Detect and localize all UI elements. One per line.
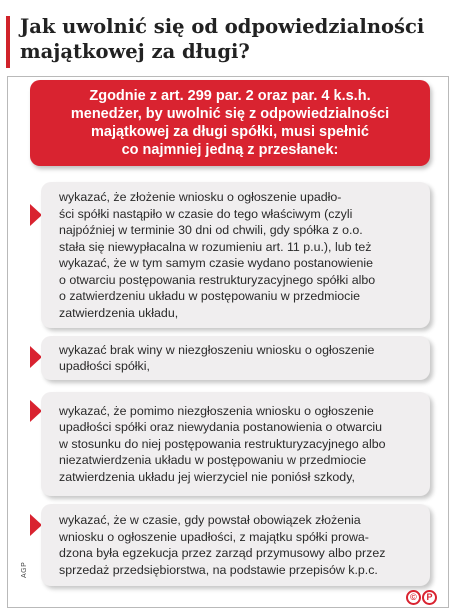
title-accent-bar — [6, 16, 10, 68]
condition-card-3 — [41, 392, 430, 496]
p-icon: P — [422, 590, 437, 605]
header-band — [30, 80, 430, 166]
condition-card-4 — [41, 504, 430, 586]
title-text: Jak uwolnić się od odpowiedzialności majątkowej za długi? — [20, 15, 425, 63]
copyright-icon: © — [406, 590, 421, 605]
infographic-title — [20, 14, 440, 64]
publisher-logo — [406, 590, 437, 605]
condition-card-2 — [41, 336, 430, 380]
condition-text-3: wykazać, że pomimo niezgłoszenia wniosku o ogłoszenie upadłości spółki oraz niewydania postanowienia o otwarciu w stosunku do niej postępowania restrukturyzacyjnego albo niezatwierdzenia układu w postępowaniu w przedmiocie zatwierdzenia układu jej wierzyciel nie poniósł szkody, — [59, 403, 386, 484]
condition-text-1: wykazać, że złożenie wniosku o ogłoszenie upadło- ści spółki nastąpiło w czasie do tego właściwym (czyli najpóźniej w terminie 30 dni od chwili, gdy spółka z o.o. stała się niewypłacalna w rozumieniu art. 11 p.u.), lub też wykazać, że w tym samym czasie wydano postanowienie o otwarciu postępowania restrukturyzacyjnego spółki albo o zatwierdzeniu układu w postępowaniu w przedmiocie zatwierdzenia układu, — [59, 190, 376, 320]
source-label: AGP — [21, 561, 28, 578]
condition-text-4: wykazać, że w czasie, gdy powstał obowiązek złożenia wniosku o ogłoszenie upadłości, z majątku spółki prowa- dzona była egzekucja przez zarząd przymusowy albo przez sprzedaż przedsiębiorstwa, na podstawie przepisów k.p.c. — [59, 513, 386, 577]
header-text: Zgodnie z art. 299 par. 2 oraz par. 4 k.s.h. menedżer, by uwolnić się z odpowiedzialności majątkowej za długi spółki, musi spełnić co najmniej jedną z przesłanek: — [70, 88, 390, 158]
condition-text-2: wykazać brak winy w niezgłoszeniu wniosku o ogłoszenie upadłości spółki, — [59, 342, 375, 373]
condition-card-1 — [41, 182, 430, 328]
